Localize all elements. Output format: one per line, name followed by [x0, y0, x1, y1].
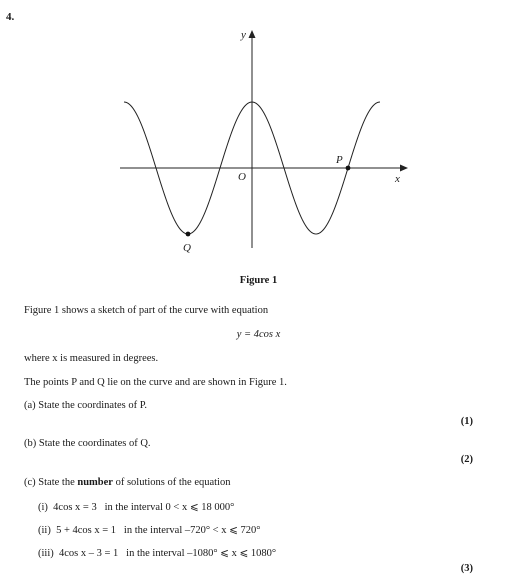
part-c-text-pre: (c) State the [24, 477, 78, 488]
part-c-item-ii [38, 524, 260, 536]
y-axis-label: y [241, 29, 246, 41]
part-c-item-iii [38, 547, 276, 559]
points-text: The points P and Q lie on the curve and are shown in Figure 1. [24, 377, 287, 388]
part-c-text-post: of solutions of the equation [112, 477, 231, 488]
part-b-text: (b) State the coordinates of Q. [24, 438, 151, 449]
part-c-item-interval: in the interval –720° < x ⩽ 720° [123, 525, 261, 536]
part-c-item-i [38, 501, 234, 513]
question-number: 4. [6, 11, 15, 23]
equation-text: y = 4cos x [236, 329, 281, 340]
part-a-marks: (1) [460, 416, 473, 427]
part-c-text [24, 477, 230, 488]
part-c-item-eq: 4cos x = 3 [53, 502, 97, 513]
curve-figure [0, 0, 517, 270]
part-c-item-interval: in the interval 0 < x ⩽ 18 000° [104, 502, 235, 513]
part-a-text: (a) State the coordinates of P. [24, 400, 148, 411]
point-q-label: Q [183, 242, 191, 254]
part-c-item-eq: 4cos x – 3 = 1 [59, 548, 119, 559]
part-c-item-eq: 5 + 4cos x = 1 [56, 525, 117, 536]
point-p-label: P [336, 154, 343, 166]
point-p-marker [346, 166, 351, 171]
part-c-item-num: (iii) [38, 548, 54, 559]
equation [0, 329, 517, 340]
figure-caption: Figure 1 [239, 275, 278, 286]
origin-label: O [238, 171, 246, 183]
y-axis-arrow [249, 30, 256, 38]
part-c-item-interval: in the interval –1080° ⩽ x ⩽ 1080° [126, 548, 277, 559]
x-axis-label: x [395, 173, 400, 185]
part-c-item-num: (ii) [38, 525, 51, 536]
part-c-text-bold: number [77, 477, 113, 488]
part-b-marks: (2) [460, 454, 473, 465]
x-axis-arrow [400, 165, 408, 172]
part-c-marks: (3) [460, 563, 473, 574]
intro-text: Figure 1 shows a sketch of part of the curve with equation [24, 305, 269, 316]
where-text: where x is measured in degrees. [24, 353, 159, 364]
part-c-item-num: (i) [38, 502, 48, 513]
point-q-marker [186, 232, 191, 237]
